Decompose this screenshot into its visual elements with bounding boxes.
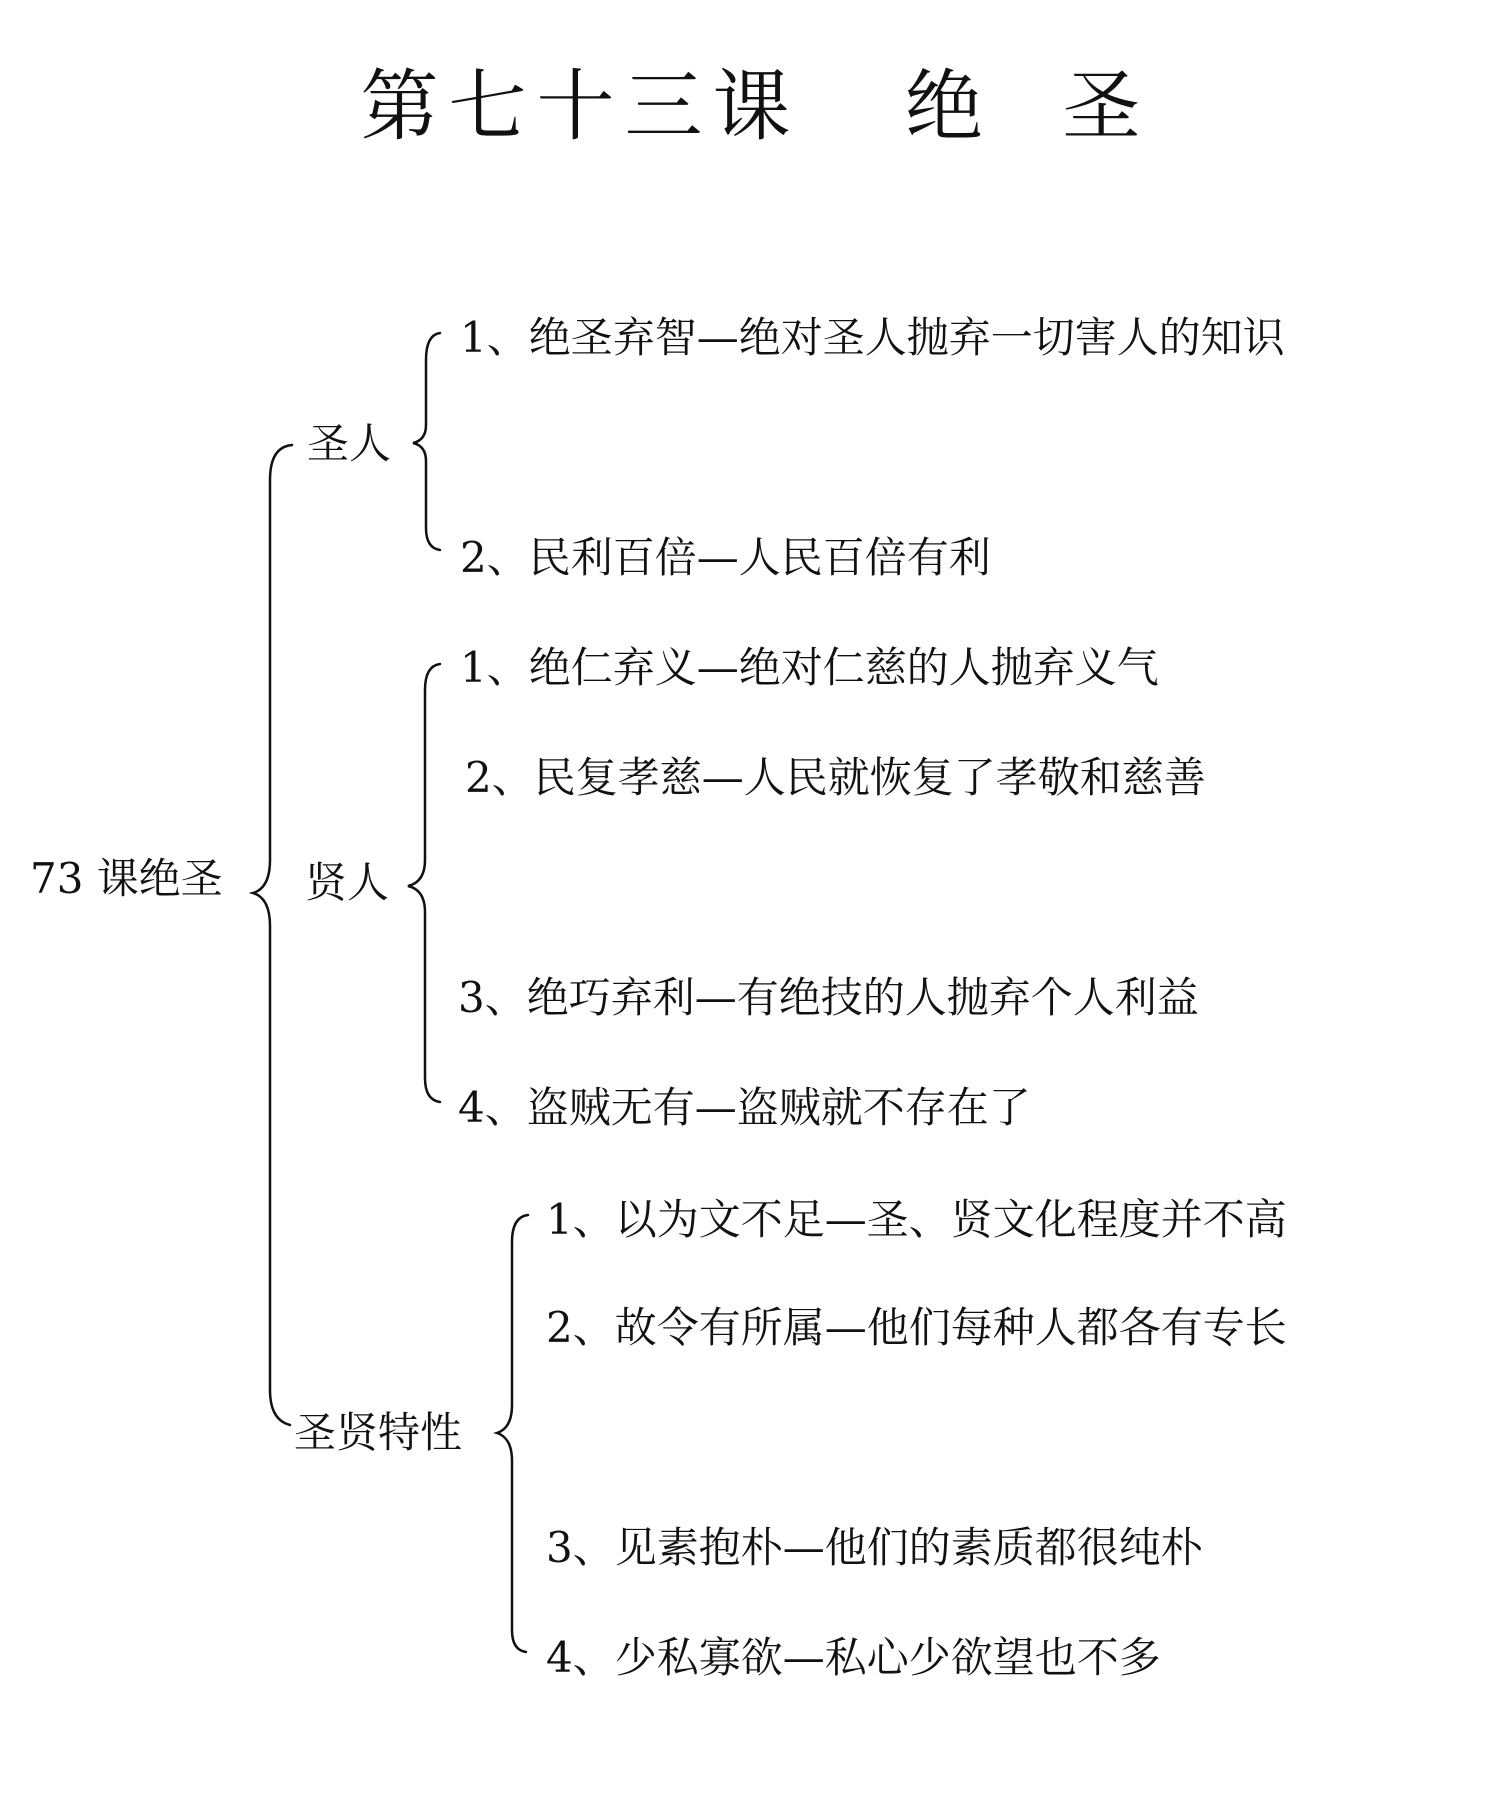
branch-brace-3 bbox=[497, 1215, 528, 1652]
leaf-item: 1、绝圣弃智—绝对圣人抛弃一切害人的知识 bbox=[460, 313, 1285, 362]
leaf-item: 1、绝仁弃义—绝对仁慈的人抛弃义气 bbox=[460, 643, 1159, 692]
branch-brace-1 bbox=[413, 333, 440, 550]
branch-brace-2 bbox=[408, 664, 440, 1102]
root-brace bbox=[253, 445, 292, 1425]
leaf-item: 4、少私寡欲—私心少欲望也不多 bbox=[546, 1633, 1161, 1682]
leaf-item: 2、民复孝慈—人民就恢复了孝敬和慈善 bbox=[465, 753, 1206, 802]
page-title: 第七十三课 绝 圣 bbox=[360, 62, 1151, 152]
leaf-item: 2、民利百倍—人民百倍有利 bbox=[460, 533, 991, 582]
branch-label-traits: 圣贤特性 bbox=[294, 1408, 463, 1457]
root-node: 73 课绝圣 bbox=[30, 854, 223, 903]
leaf-item: 3、见素抱朴—他们的素质都很纯朴 bbox=[546, 1523, 1203, 1572]
leaf-item: 2、故令有所属—他们每种人都各有专长 bbox=[546, 1303, 1287, 1352]
leaf-item: 3、绝巧弃利—有绝技的人抛弃个人利益 bbox=[458, 973, 1199, 1022]
branch-label-sage: 圣人 bbox=[307, 419, 392, 468]
leaf-item: 4、盗贼无有—盗贼就不存在了 bbox=[458, 1083, 1031, 1132]
branch-label-worthy: 贤人 bbox=[305, 858, 390, 907]
leaf-item: 1、以为文不足—圣、贤文化程度并不高 bbox=[546, 1195, 1287, 1244]
